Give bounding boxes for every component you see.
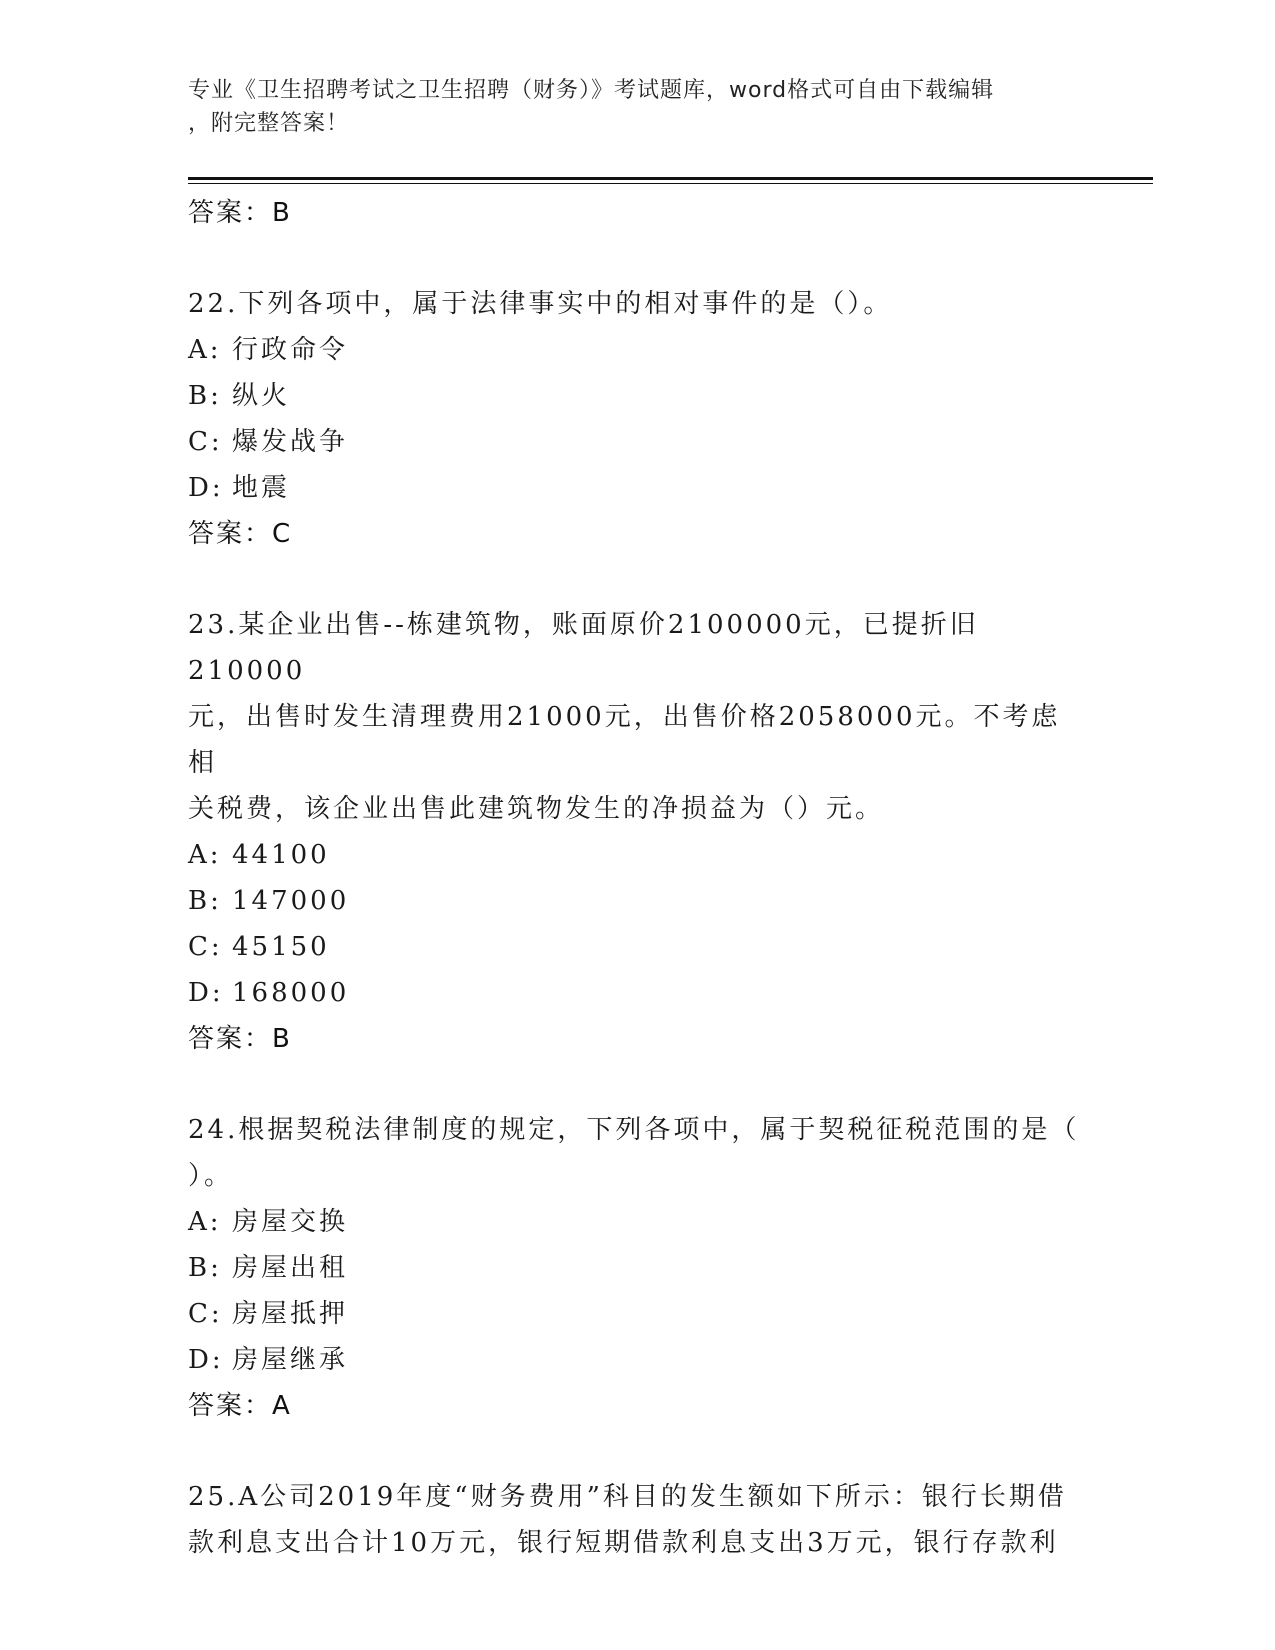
option-d	[188, 1337, 1088, 1383]
question-text-line-3: 关税费，该企业出售此建筑物发生的净损益为（）元。	[188, 794, 885, 824]
option-text: 行政命令	[232, 335, 349, 365]
option-c	[188, 1291, 1088, 1337]
question-text-line-2: 款利息支出合计10万元，银行短期借款利息支出3万元，银行存款利	[188, 1528, 1059, 1558]
header-divider-thin	[188, 183, 1153, 184]
option-label: B:	[188, 1253, 222, 1283]
question-25	[188, 1474, 1088, 1566]
question-24	[188, 1107, 1088, 1429]
option-b	[188, 1245, 1088, 1291]
option-a	[188, 327, 1088, 373]
option-c	[188, 419, 1088, 465]
option-text: 45150	[232, 932, 330, 962]
question-text-line-1: 24.根据契税法律制度的规定，下列各项中，属于契税征税范围的是（	[188, 1115, 1080, 1145]
option-text: 房屋抵押	[232, 1299, 349, 1329]
answer-line: 答案：B	[188, 1024, 292, 1054]
option-b	[188, 373, 1088, 419]
question-22	[188, 281, 1088, 557]
option-label: C:	[188, 932, 223, 962]
option-label: B:	[188, 381, 222, 411]
header-divider-thick	[188, 177, 1153, 180]
option-label: C:	[188, 427, 223, 457]
option-text: 房屋出租	[232, 1253, 349, 1283]
header-line-2: ，附完整答案！	[188, 111, 350, 136]
question-23	[188, 602, 1088, 1062]
option-label: C:	[188, 1299, 223, 1329]
option-a	[188, 832, 1088, 878]
header-line-1: 专业《卫生招聘考试之卫生招聘（财务）》考试题库，word格式可自由下载编辑	[188, 78, 995, 103]
option-label: D:	[188, 473, 224, 503]
option-text: 房屋继承	[232, 1345, 349, 1375]
option-text: 纵火	[232, 381, 291, 411]
question-text-line-2: 元，出售时发生清理费用21000元，出售价格2058000元。不考虑相	[188, 702, 1061, 778]
option-label: A:	[188, 840, 222, 870]
option-text: 147000	[232, 886, 350, 916]
question-list	[188, 190, 1088, 1566]
option-label: D:	[188, 978, 224, 1008]
option-a	[188, 1199, 1088, 1245]
answer-line: 答案：A	[188, 1391, 292, 1421]
document-header	[188, 74, 1088, 140]
answer-line: 答案：B	[188, 198, 292, 228]
question-text-line-1: 23.某企业出售--栋建筑物，账面原价2100000元，已提折旧210000	[188, 610, 979, 686]
option-label: A:	[188, 1207, 222, 1237]
option-d	[188, 465, 1088, 511]
option-text: 168000	[232, 978, 350, 1008]
question-text: 22.下列各项中，属于法律事实中的相对事件的是（）。	[188, 289, 893, 319]
option-text: 44100	[232, 840, 330, 870]
option-label: A:	[188, 335, 222, 365]
question-text-line-2: ）。	[188, 1161, 234, 1191]
option-text: 爆发战争	[232, 427, 349, 457]
option-d	[188, 970, 1088, 1016]
option-c	[188, 924, 1088, 970]
option-b	[188, 878, 1088, 924]
question-text-line-1: 25.A公司2019年度“财务费用”科目的发生额如下所示：银行长期借	[188, 1482, 1067, 1512]
answer-line: 答案：C	[188, 519, 293, 549]
option-text: 房屋交换	[232, 1207, 349, 1237]
option-text: 地震	[232, 473, 291, 503]
option-label: B:	[188, 886, 222, 916]
option-label: D:	[188, 1345, 224, 1375]
